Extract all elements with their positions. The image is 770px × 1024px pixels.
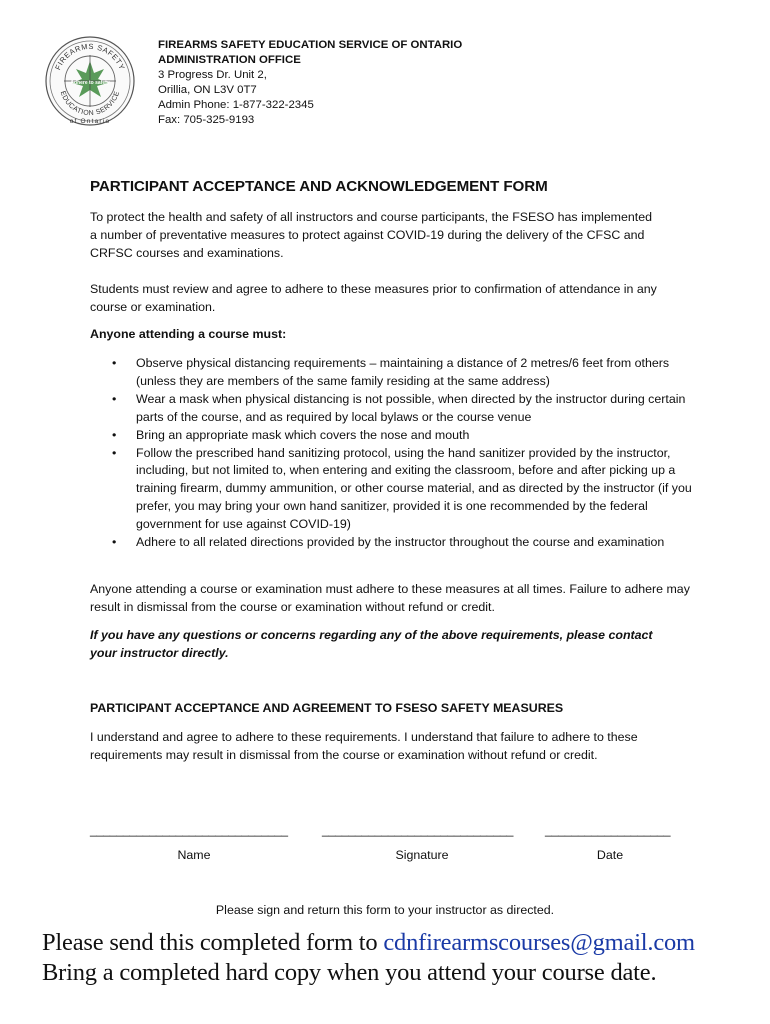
address-line-1: 3 Progress Dr. Unit 2, [158, 68, 267, 81]
bullet-icon: • [112, 427, 117, 442]
list-item: • Follow the prescribed hand sanitizing protocol, using the hand sanitizer provided by the instructor, including, but not limited to, when entering and exiting the classroom, before and after picking up a training firearm, dummy ammunition, or other course material, and as directed by the instructor (if you prefer, you may bring your own hand sanitizer, provided it is one recommended by the federal government for use against COVID-19) [112, 445, 692, 532]
org-name: FIREARMS SAFETY EDUCATION SERVICE OF ONTARIO [158, 39, 463, 51]
svg-text:EDUCATION SERVICE: EDUCATION SERVICE [58, 90, 122, 118]
list-item: • Bring an appropriate mask which covers the nose and mouth [112, 427, 692, 445]
questions-paragraph: If you have any questions or concerns regarding any of the above requirements, please contact your instructor directly. [90, 628, 653, 660]
bullet-icon: • [112, 445, 117, 460]
org-address-block [158, 38, 578, 127]
agreement-heading: PARTICIPANT ACCEPTANCE AND AGREEMENT TO FSESO SAFETY MEASURES [90, 701, 564, 715]
footer-send-text: Please send this completed form to [42, 929, 384, 956]
name-field[interactable]: ______________________________ [90, 823, 288, 837]
admin-phone: Admin Phone: 1-877-322-2345 [158, 98, 314, 111]
intro-paragraph: To protect the health and safety of all instructors and course participants, the FSESO has implemented a number of preventative measures to protect against COVID-19 during the delivery of the CFSC and CRFSC courses and examinations. [90, 210, 653, 260]
email-link[interactable]: cdnfirearmscourses@gmail.com [383, 929, 695, 956]
return-instruction: Please sign and return this form to your instructor as directed. [215, 903, 555, 917]
svg-text:FIREARMS SAFETY: FIREARMS SAFETY [53, 41, 127, 72]
list-item: • Adhere to all related directions provided by the instructor throughout the course and examination [112, 534, 692, 552]
fseso-logo [44, 33, 136, 129]
address-line-2: Orillia, ON L3V 0T7 [158, 83, 257, 96]
svg-text:Adhere to safety: Adhere to safety [70, 80, 110, 86]
bullet-icon: • [112, 535, 117, 550]
fax-number: Fax: 705-325-9193 [158, 113, 255, 126]
signature-field[interactable]: _____________________________ [322, 823, 514, 837]
list-item: • Observe physical distancing requirements – maintaining a distance of 2 metres/6 feet from others (unless they are members of the same family residing at the same address) [112, 356, 670, 388]
bullet-icon: • [112, 356, 117, 370]
date-label: Date [596, 848, 624, 862]
name-label: Name [177, 848, 211, 862]
adherence-paragraph: Anyone attending a course or examination must adhere to these measures at all times. Failure to adhere may result in dismissal from the course or examination without refund or credit. [90, 582, 690, 614]
requirements-list [112, 355, 692, 552]
agreement-paragraph: I understand and agree to adhere to these requirements. I understand that failure to adhere to these requirements may result in dismissal from the course or examination without refund or credit. [90, 730, 638, 762]
date-field[interactable]: ___________________ [545, 823, 671, 837]
office-name: ADMINISTRATION OFFICE [158, 53, 301, 66]
fseso-seal-icon [44, 33, 136, 129]
form-title: PARTICIPANT ACCEPTANCE AND ACKNOWLEDGEMENT FORM [90, 178, 548, 195]
students-paragraph: Students must review and agree to adhere to these measures prior to confirmation of attendance in any course or examination. [90, 282, 657, 314]
signature-label: Signature [395, 848, 449, 862]
bullet-icon: • [112, 391, 117, 406]
svg-text:of Ontario: of Ontario [69, 118, 111, 125]
footer-send-line [42, 929, 695, 957]
requirements-heading: Anyone attending a course must: [90, 327, 287, 341]
list-item: • Wear a mask when physical distancing is not possible, when directed by the instructor during certain parts of the course, and as required by local bylaws or the course venue [112, 391, 686, 424]
footer-bring-line: Bring a completed hard copy when you attend your course date. [42, 959, 657, 986]
